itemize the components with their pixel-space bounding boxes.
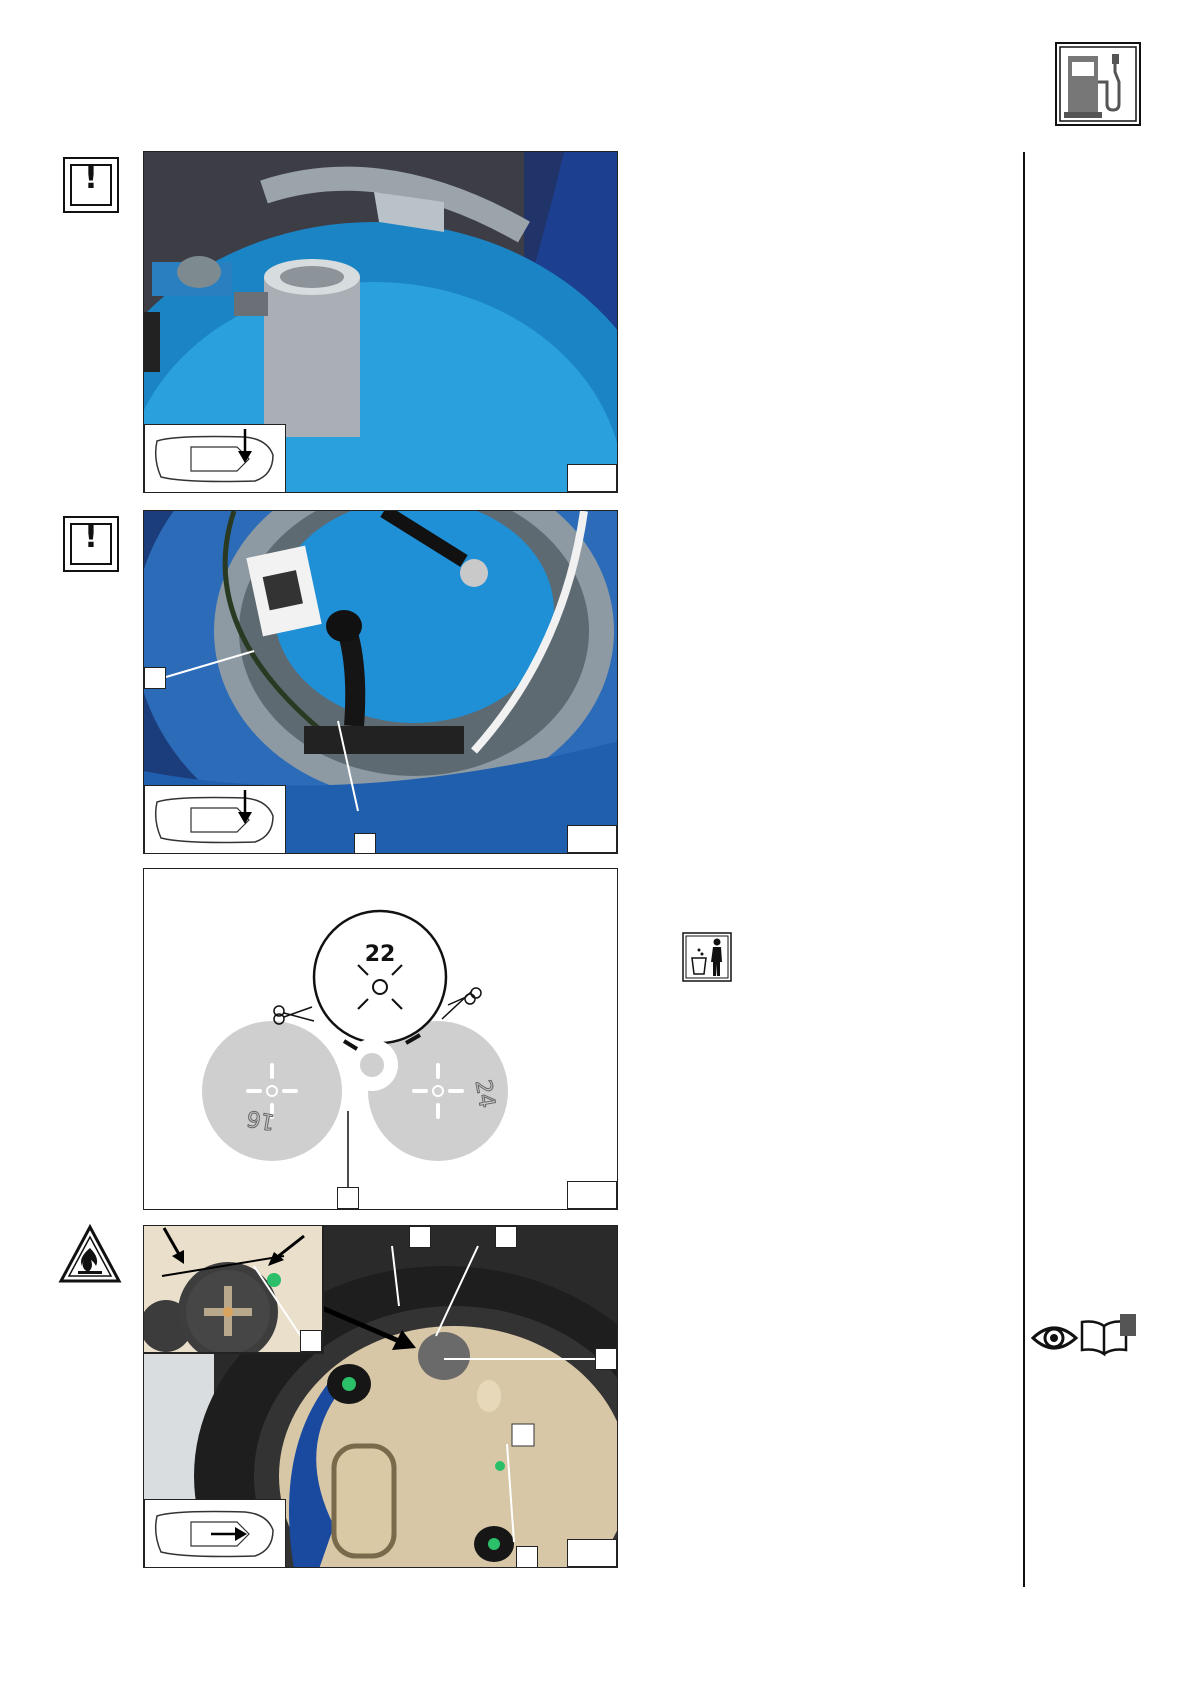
exclamation-warning-icon: !: [63, 516, 119, 572]
flammable-warning-icon: [58, 1224, 122, 1284]
figure-1-photo: [143, 151, 618, 493]
column-divider: [1023, 152, 1025, 1587]
figure-2-photo: [143, 510, 618, 854]
eye-manual-icon: [1030, 1312, 1140, 1358]
exclamation-warning-icon: !: [63, 157, 119, 213]
callout-label: [516, 1546, 538, 1568]
callout-label: [495, 1226, 517, 1248]
disc-top: [314, 911, 446, 1043]
figure-4-photo: [143, 1225, 618, 1568]
figure-number-tag: [567, 825, 617, 853]
figure-number-tag: [567, 1181, 617, 1209]
callout-label: [337, 1187, 359, 1209]
callout-label: [409, 1226, 431, 1248]
scissors-icon: [442, 988, 481, 1019]
vehicle-orientation-inset: [144, 424, 286, 493]
figure-number-tag: [567, 1539, 617, 1567]
disc-number-16: 16: [244, 1104, 277, 1135]
fuel-pump-icon: [1055, 42, 1141, 126]
disc-left: [202, 1021, 342, 1161]
waste-bin-icon: [682, 932, 732, 982]
vehicle-orientation-inset: [144, 1499, 286, 1568]
vehicle-orientation-inset: [144, 785, 286, 854]
detail-inset-photo: [144, 1226, 324, 1354]
callout-label: [354, 833, 376, 854]
disc-number-24: 24: [469, 1077, 500, 1110]
scissors-icon: [274, 1006, 314, 1024]
callout-label: [300, 1330, 322, 1352]
callout-label: [144, 667, 166, 689]
figure-3-diagram: [143, 868, 618, 1210]
figure-number-tag: [567, 464, 617, 492]
callout-label: [595, 1348, 617, 1370]
disc-number-22: 22: [364, 942, 396, 967]
